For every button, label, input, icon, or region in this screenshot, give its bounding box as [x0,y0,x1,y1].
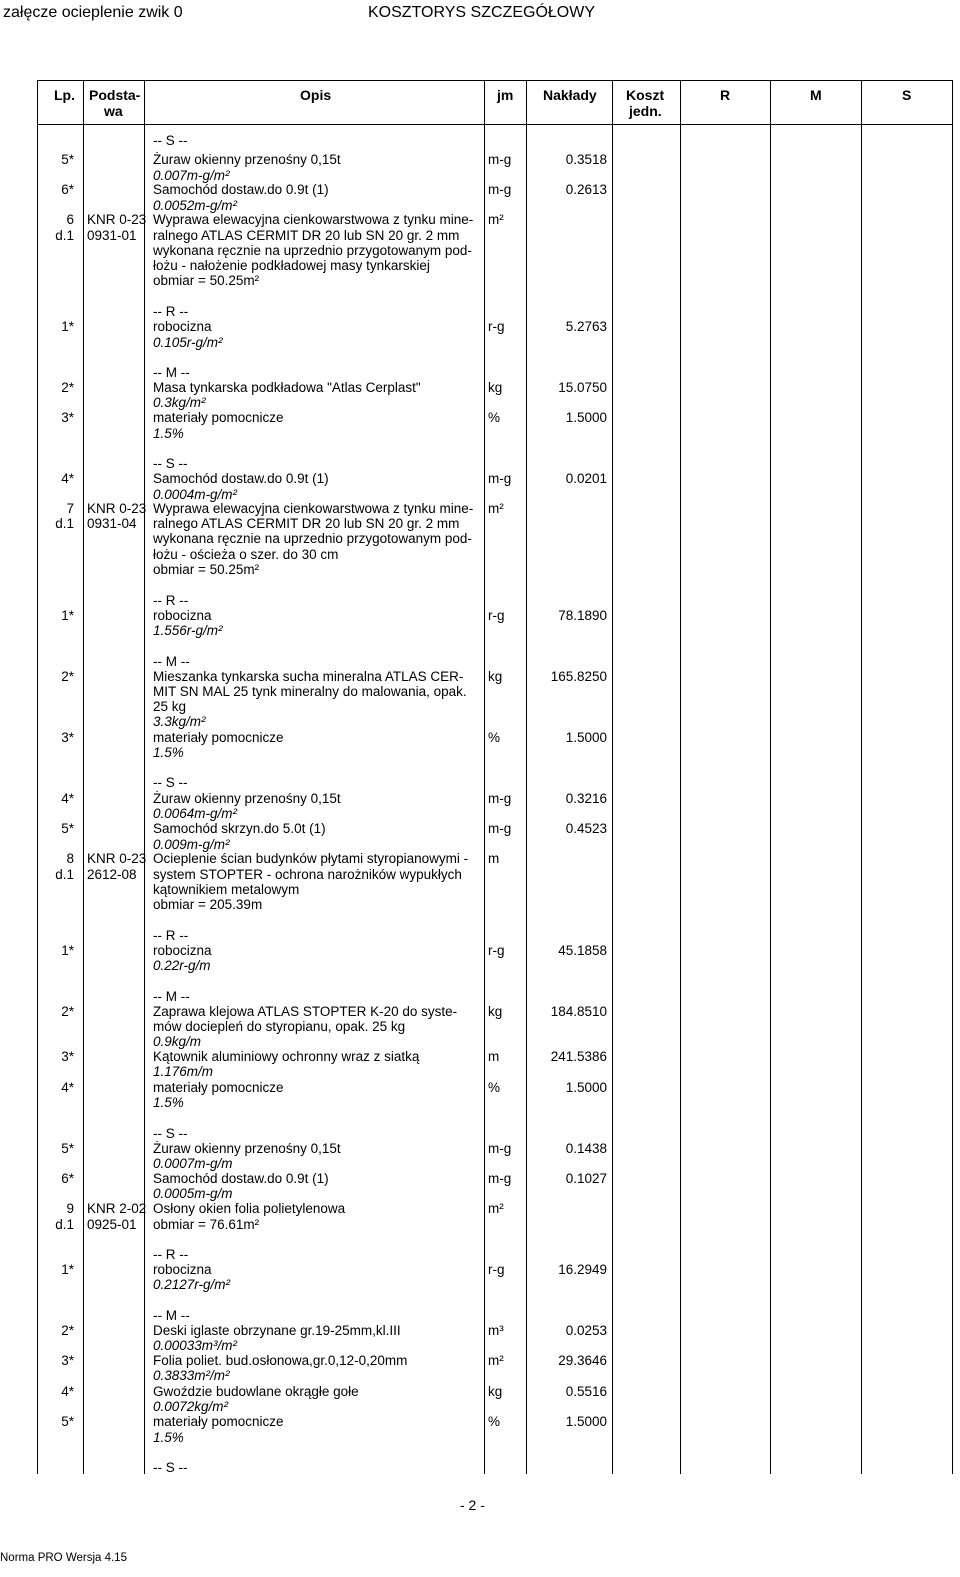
row-opis: obmiar = 50.25m² [153,562,260,577]
row-lp: 6* [61,182,74,197]
row-opis: robocizna [153,608,212,623]
row-opis: 1.5% [153,745,184,760]
row-lp: 2* [61,669,74,684]
row-lp: 9 [66,1201,74,1216]
row-opis: 1.5% [153,1430,184,1445]
row-opis: Żuraw okienny przenośny 0,15t [153,1141,341,1156]
row-opis: -- R -- [153,928,189,943]
row-lp: 5* [61,821,74,836]
col-divider [144,80,145,1474]
row-opis: system STOPTER - ochrona narożników wypukłych [153,867,462,882]
row-lp: 5* [61,1414,74,1429]
row-opis: 0.0004m-g/m² [153,487,238,502]
row-lp: 3* [61,1353,74,1368]
col-divider [680,80,681,1474]
row-opis: MIT SN MAL 25 tynk mineralny do malowania, opak. [153,684,467,699]
row-podstawa: KNR 0-23 [87,851,147,866]
row-jm: % [488,730,501,745]
row-lp: 3* [61,730,74,745]
col-divider [83,80,84,1474]
row-naklady: 78.1890 [558,608,607,623]
row-jm: m-g [488,1171,512,1186]
row-opis: Mieszanka tynkarska sucha mineralna ATLAS CER- [153,669,464,684]
row-opis: Wyprawa elewacyjna cienkowarstwowa z tynku mine- [153,212,474,227]
row-lp: 2* [61,1323,74,1338]
col-header-podstawa: Podsta- wa [89,87,141,119]
row-opis: -- S -- [153,456,188,471]
row-jm: m² [488,212,504,227]
row-opis: Ocieplenie ścian budynków płytami styropianowymi - [153,851,469,866]
row-opis: Zaprawa klejowa ATLAS STOPTER K-20 do syste- [153,1004,458,1019]
row-opis: -- S -- [153,775,188,790]
row-opis: mów dociepleń do styropianu, opak. 25 kg [153,1019,406,1034]
row-opis: Osłony okien folia polietylenowa [153,1201,346,1216]
col-divider [770,80,771,1474]
row-opis: 0.007m-g/m² [153,168,230,183]
row-jm: % [488,1080,501,1095]
doc-header-left: załęcze ocieplenie zwik 0 [3,4,183,21]
row-naklady: 241.5386 [550,1049,607,1064]
row-opis: -- M -- [153,365,190,380]
col-header-koszt: Koszt jedn. [626,87,665,119]
row-opis: Samochód dostaw.do 0.9t (1) [153,471,329,486]
row-naklady: 0.0253 [565,1323,607,1338]
row-naklady: 165.8250 [550,669,607,684]
row-lp: 2* [61,380,74,395]
row-lp: 4* [61,1384,74,1399]
row-lp: d.1 [55,516,74,531]
col-header-lp: Lp. [54,87,75,103]
col-header-m: M [810,87,822,103]
row-opis: 25 kg [153,699,187,714]
col-header-jm: jm [497,87,514,103]
row-jm: r-g [488,1262,505,1277]
col-header-r: R [720,87,731,103]
row-lp: 7 [66,501,74,516]
row-lp: 1* [61,1262,74,1277]
row-jm: m² [488,1353,504,1368]
row-podstawa: KNR 0-23 [87,212,147,227]
row-naklady: 1.5000 [565,410,607,425]
row-naklady: 0.4523 [565,821,607,836]
row-lp: 5* [61,1141,74,1156]
row-opis: obmiar = 76.61m² [153,1217,260,1232]
row-jm: kg [488,1384,503,1399]
row-opis: 1.556r-g/m² [153,623,223,638]
row-lp: 1* [61,319,74,334]
row-opis: -- S -- [153,133,188,148]
row-opis: Samochód dostaw.do 0.9t (1) [153,1171,329,1186]
row-lp: 4* [61,791,74,806]
row-opis: Żuraw okienny przenośny 0,15t [153,791,341,806]
row-opis: ralnego ATLAS CERMIT DR 20 lub SN 20 gr. 2 mm [153,516,460,531]
row-lp: 6 [66,212,74,227]
row-opis: 0.009m-g/m² [153,837,230,852]
row-jm: r-g [488,319,505,334]
row-lp: d.1 [55,228,74,243]
row-opis: 1.176m/m [153,1064,214,1079]
row-podstawa: KNR 0-23 [87,501,147,516]
row-naklady: 0.2613 [565,182,607,197]
col-divider [952,80,953,1474]
row-opis: 0.0072kg/m² [153,1399,229,1414]
row-opis: łożu - ościeża o szer. do 30 cm [153,547,339,562]
row-naklady: 0.1438 [565,1141,607,1156]
row-lp: 4* [61,1080,74,1095]
row-podstawa: 0931-01 [87,228,137,243]
row-opis: -- R -- [153,304,189,319]
row-jm: m [488,851,500,866]
row-opis: Samochód dostaw.do 0.9t (1) [153,182,329,197]
row-opis: Folia poliet. bud.osłonowa,gr.0,12-0,20mm [153,1353,408,1368]
row-lp: 3* [61,410,74,425]
row-opis: kątownikiem metalowym [153,882,300,897]
col-divider [484,80,485,1474]
row-naklady: 45.1858 [558,943,607,958]
row-naklady: 0.0201 [565,471,607,486]
row-jm: m-g [488,791,512,806]
row-naklady: 0.1027 [565,1171,607,1186]
row-opis: ralnego ATLAS CERMIT DR 20 lub SN 20 gr. 2 mm [153,228,460,243]
row-opis: Wyprawa elewacyjna cienkowarstwowa z tynku mine- [153,501,474,516]
row-opis: -- S -- [153,1460,188,1475]
row-jm: m-g [488,471,512,486]
row-jm: kg [488,669,503,684]
row-opis: 0.2127r-g/m² [153,1277,231,1292]
row-jm: m [488,1049,500,1064]
row-podstawa: KNR 2-02 [87,1201,147,1216]
row-naklady: 1.5000 [565,1080,607,1095]
table-header-line [37,124,953,125]
row-jm: kg [488,1004,503,1019]
row-opis: 0.3833m²/m² [153,1368,230,1383]
row-opis: -- R -- [153,593,189,608]
row-jm: kg [488,380,503,395]
row-opis: -- M -- [153,1308,190,1323]
row-naklady: 16.2949 [558,1262,607,1277]
row-opis: 1.5% [153,1095,184,1110]
row-lp: d.1 [55,1217,74,1232]
row-opis: -- M -- [153,654,190,669]
col-header-naklady: Nakłady [543,87,597,103]
row-jm: % [488,1414,501,1429]
row-opis: 0.0052m-g/m² [153,198,238,213]
row-opis: Samochód skrzyn.do 5.0t (1) [153,821,326,836]
row-opis: materiały pomocnicze [153,1414,284,1429]
row-jm: m-g [488,152,512,167]
row-opis: -- S -- [153,1126,188,1141]
row-opis: obmiar = 205.39m [153,897,263,912]
row-opis: materiały pomocnicze [153,730,284,745]
row-jm: m-g [488,182,512,197]
col-header-opis: Opis [300,87,332,103]
page-number: - 2 - [460,1497,485,1513]
row-lp: 1* [61,608,74,623]
row-opis: 0.22r-g/m [153,958,211,973]
row-jm: m² [488,1201,504,1216]
row-naklady: 0.3216 [565,791,607,806]
row-opis: robocizna [153,319,212,334]
row-opis: 0.9kg/m [153,1034,202,1049]
col-divider [861,80,862,1474]
row-lp: 3* [61,1049,74,1064]
row-jm: m-g [488,1141,512,1156]
row-naklady: 15.0750 [558,380,607,395]
row-jm: % [488,410,501,425]
row-naklady: 29.3646 [558,1353,607,1368]
row-lp: 8 [66,851,74,866]
row-podstawa: 2612-08 [87,867,137,882]
row-lp: 2* [61,1004,74,1019]
row-opis: 0.0064m-g/m² [153,806,238,821]
row-jm: m² [488,501,504,516]
row-naklady: 1.5000 [565,730,607,745]
row-podstawa: 0931-04 [87,516,137,531]
row-naklady: 184.8510 [550,1004,607,1019]
row-opis: 0.3kg/m² [153,395,206,410]
row-opis: Kątownik aluminiowy ochronny wraz z siatką [153,1049,420,1064]
row-lp: 4* [61,471,74,486]
row-opis: robocizna [153,1262,212,1277]
row-opis: -- M -- [153,989,190,1004]
row-lp: d.1 [55,867,74,882]
row-opis: 0.0005m-g/m [153,1186,233,1201]
row-opis: 0.105r-g/m² [153,335,223,350]
row-opis: wykonana ręcznie na uprzednio przygotowanym pod- [153,243,472,258]
row-lp: 5* [61,152,74,167]
row-opis: 0.00033m³/m² [153,1338,238,1353]
row-jm: r-g [488,608,505,623]
row-naklady: 0.3518 [565,152,607,167]
row-naklady: 1.5000 [565,1414,607,1429]
row-opis: wykonana ręcznie na uprzednio przygotowanym pod- [153,531,472,546]
row-opis: Gwoździe budowlane okrągłe gołe [153,1384,359,1399]
row-opis: Żuraw okienny przenośny 0,15t [153,152,341,167]
row-opis: Masa tynkarska podkładowa "Atlas Cerplast" [153,380,421,395]
row-opis: materiały pomocnicze [153,410,284,425]
row-podstawa: 0925-01 [87,1217,137,1232]
software-footer: Norma PRO Wersja 4.15 [0,1552,127,1564]
row-opis: materiały pomocnicze [153,1080,284,1095]
row-lp: 1* [61,943,74,958]
row-opis: łożu - nałożenie podkładowej masy tynkarskiej [153,258,430,273]
row-opis: 0.0007m-g/m [153,1156,233,1171]
row-opis: 1.5% [153,426,184,441]
row-naklady: 0.5516 [565,1384,607,1399]
row-jm: m-g [488,821,512,836]
col-divider [612,80,613,1474]
row-opis: robocizna [153,943,212,958]
doc-header-title: KOSZTORYS SZCZEGÓŁOWY [368,4,595,21]
row-opis: obmiar = 50.25m² [153,273,260,288]
row-naklady: 5.2763 [565,319,607,334]
table-top-line [37,80,953,81]
col-header-s: S [902,87,912,103]
row-jm: m³ [488,1323,504,1338]
row-opis: Deski iglaste obrzynane gr.19-25mm,kl.III [153,1323,401,1338]
row-opis: -- R -- [153,1247,189,1262]
row-jm: r-g [488,943,505,958]
row-lp: 6* [61,1171,74,1186]
row-opis: 3.3kg/m² [153,714,206,729]
